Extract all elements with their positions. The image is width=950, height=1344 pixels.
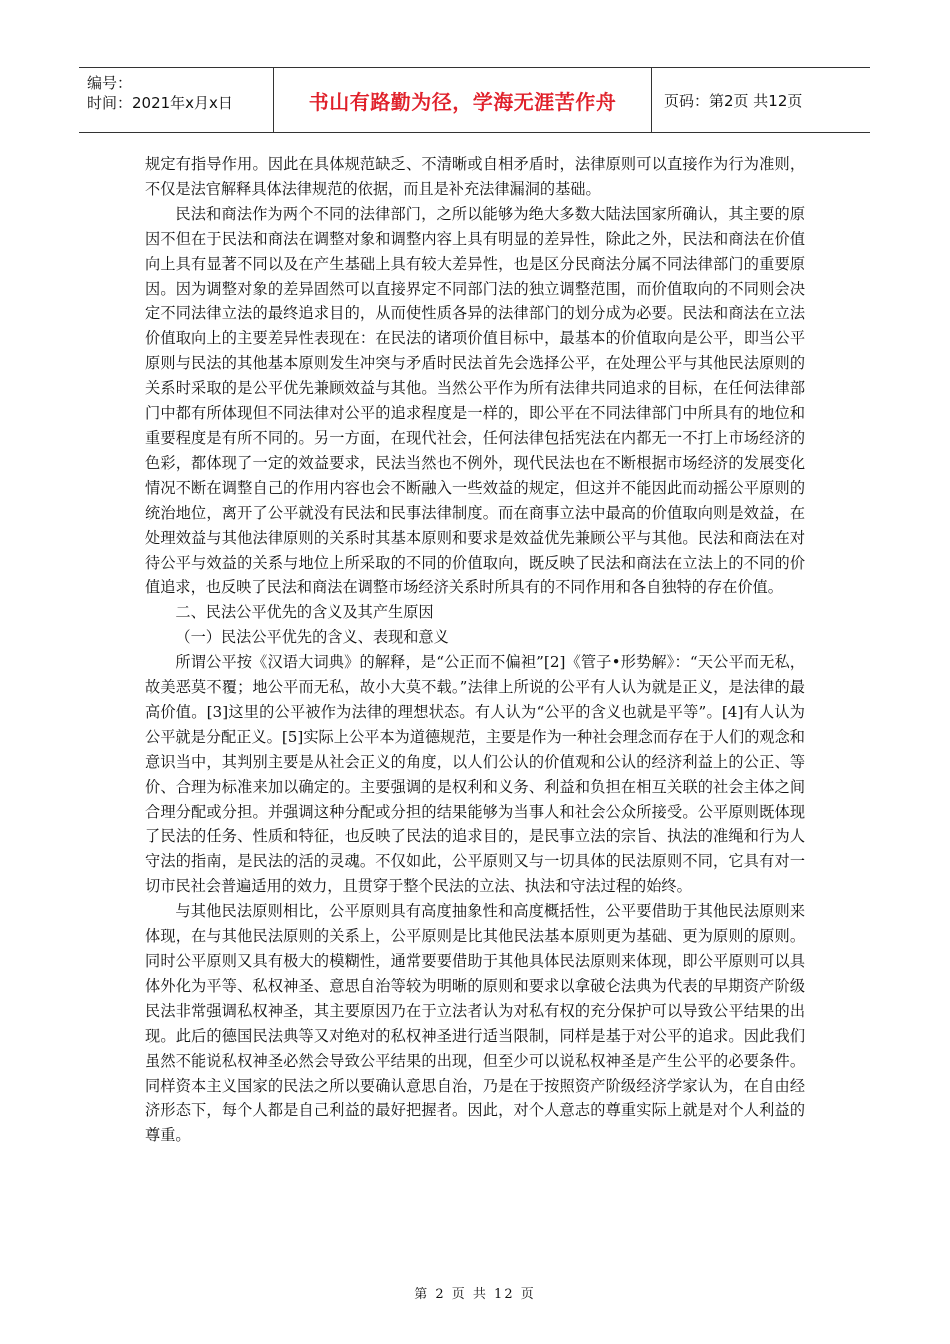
page-header	[79, 67, 870, 133]
section-heading: 二、民法公平优先的含义及其产生原因	[175, 603, 434, 622]
document-number-label: 编号：	[87, 74, 133, 92]
paragraph: 规定有指导作用。因此在具体规范缺乏、不清晰或自相矛盾时，法律原则可以直接作为行为准则，不仅是法官解释具体法律规范的依据，而且是补充法律漏洞的基础。	[145, 155, 805, 198]
paragraph: 与其他民法原则相比，公平原则具有高度抽象性和高度概括性，公平要借助于其他民法原则来体现，在与其他民法原则的关系上，公平原则是比其他民法基本原则更为基础、更为原则的原则。同时公平原则又具有极大的模糊性，通常要要借助于其他具体民法原则来体现，即公平原则可以具体外化为平等、私权神圣、意思自治等较为明晰的原则和要求以拿破仑法典为代表的早期资产阶级民法非常强调私权神圣，其主要原因乃在于立法者认为对私有权的充分保护可以导致公平结果的出现。此后的德国民法典等又对绝对的私权神圣进行适当限制，同样是基于对公平的追求。因此我们虽然不能说私权神圣必然会导致公平结果的出现，但至少可以说私权神圣是产生公平的必要条件。同样资本主义国家的民法之所以要确认意思自治，乃是在于按照资产阶级经济学家认为，在自由经济形态下，每个人都是自己利益的最好把握者。因此，对个人意志的尊重实际上就是对个人利益的尊重。	[145, 902, 805, 1145]
header-meta	[79, 68, 274, 132]
paragraph: 民法和商法作为两个不同的法律部门，之所以能够为绝大多数大陆法国家所确认，其主要的原因不但在于民法和商法在调整对象和调整内容上具有明显的差异性，除此之外，民法和商法在价值向上具有显著不同以及在产生基础上具有较大差异性，也是区分民商法分属不同法律部门的重要原因。因为调整对象的差异固然可以直接界定不同部门法的独立调整范围，而价值取向的不同则会决定不同法律立法的最终追求目的，从而使性质各异的法律部门的划分成为必要。民法和商法在立法价值取向上的主要差异性表现在：在民法的诸项价值目标中，最基本的价值取向是公平，即当公平原则与民法的其他基本原则发生冲突与矛盾时民法首先会选择公平，在处理公平与其他民法原则的关系时采取的是公平优先兼顾效益与其他。当然公平作为所有法律共同追求的目标，在任何法律部门中都有所体现但不同法律对公平的追求程度是一样的，即公平在不同法律部门中所具有的地位和重要程度是有所不同的。另一方面，在现代社会，任何法律包括宪法在内都无一不打上市场经济的色彩，都体现了一定的效益要求，民法当然也不例外，现代民法也在不断根据市场经济的发展变化情况不断在调整自己的作用内容也会不断融入一些效益的规定，但这并不能因此而动摇公平原则的统治地位，离开了公平就没有民法和民事法律制度。而在商事立法中最高的价值取向则是效益，在处理效益与其他法律原则的关系时其基本原则和要求是效益优先兼顾公平与其他。民法和商法在对待公平与效益的关系与地位上所采取的不同的价值取向，既反映了民法和商法在立法上的不同的价值追求，也反映了民法和商法在调整市场经济关系时所具有的不同作用和各自独特的存在价值。	[145, 204, 805, 597]
subsection-heading: （一）民法公平优先的含义、表现和意义	[175, 628, 449, 647]
header-page-info: 页码：第2页 共12页	[664, 91, 803, 110]
header-motto: 书山有路勤为径，学海无涯苦作舟	[274, 68, 652, 132]
page-footer: 第 2 页 共 12 页	[414, 1287, 536, 1302]
paragraph: 所谓公平按《汉语大词典》的解释，是“公正而不偏袒”[2]《管子•形势解》：“天公平而无私，故美恶莫不覆；地公平而无私，故小大莫不载。”法律上所说的公平有人认为就是正义，是法律的最高价值。[3]这里的公平被作为法律的理想状态。有人认为“公平的含义也就是平等”。[4]有人认为公平就是分配正义。[5]实际上公平本为道德规范，主要是作为一种社会理念而存在于人们的观念和意识当中，其判别主要是从社会正义的角度，以人们公认的价值观和公认的经济利益上的公正、等价、合理为标准来加以确定的。主要强调的是权利和义务、利益和负担在相互关联的社会主体之间合理分配或分担。并强调这种分配或分担的结果能够为当事人和社会公众所接受。公平原则既体现了民法的任务、性质和特征，也反映了民法的追求目的，是民事立法的宗旨、执法的准绳和行为人守法的指南，是民法的活的灵魂。不仅如此，公平原则又与一切具体的民法原则不同，它具有对一切市民社会普遍适用的效力，且贯穿于整个民法的立法、执法和守法过程的始终。	[145, 653, 805, 896]
document-date: 时间：2021年x月x日	[87, 94, 233, 112]
document-body	[145, 152, 805, 1148]
